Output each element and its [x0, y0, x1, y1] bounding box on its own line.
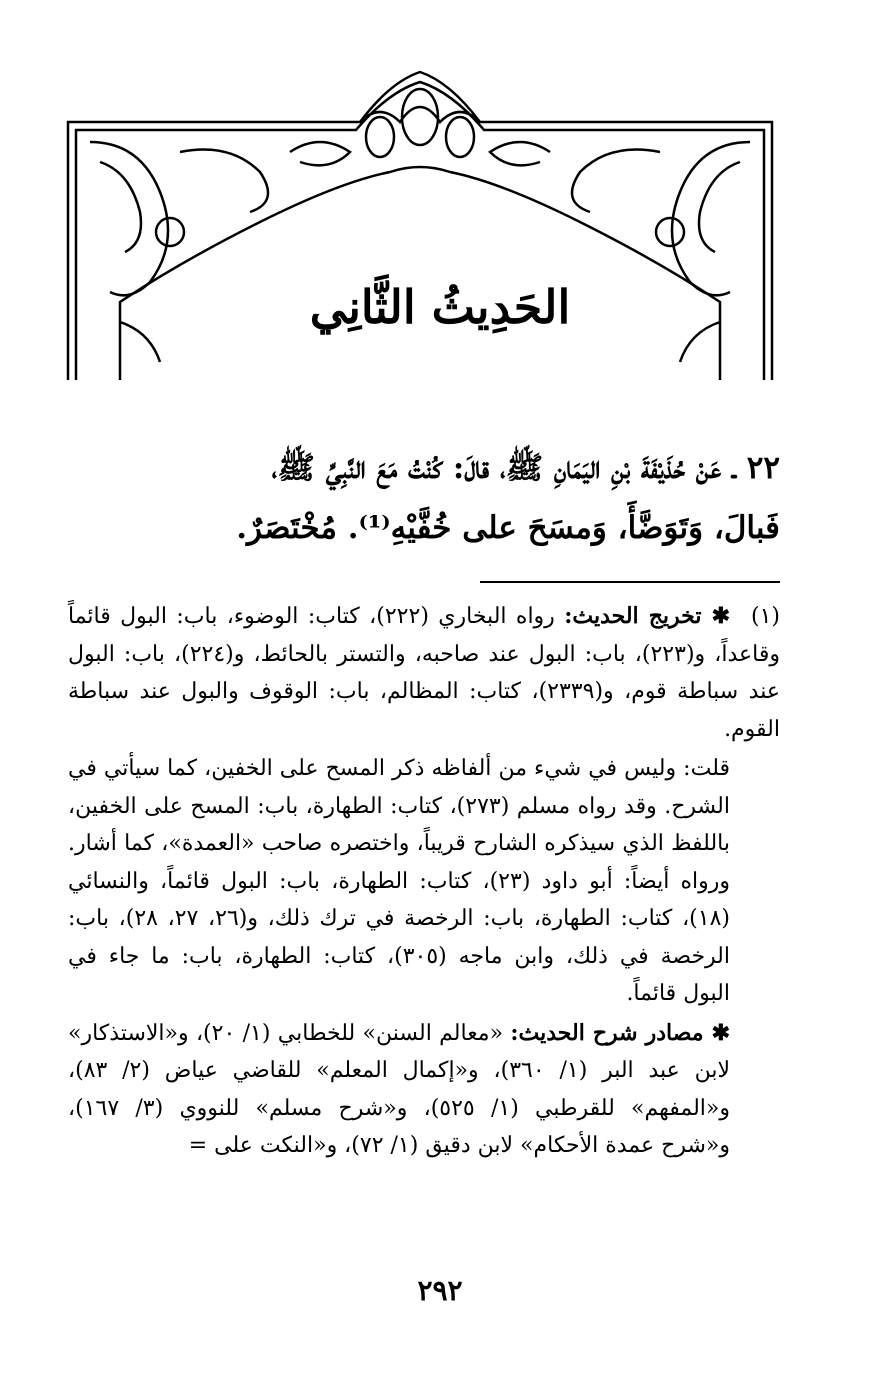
footnote-divider	[480, 581, 780, 583]
footnote-qultu: قلت: وليس في شيء من ألفاظه ذكر المسح على الخفين، كما سيأتي في الشرح. وقد رواه مسلم (٢٧٣)، كتاب: الطهارة، باب: المسح على الخفين، باللفظ الذي سيذكره الشارح قريباً، واختصره صاحب «العمدة»، كما أشار. ورواه أيضاً: أبو داود (٢٣)، كتاب: الطهارة، باب: البول قائماً، والنسائي (١٨)، كتاب: الطهارة، باب: الرخصة في ترك ذلك، و(٢٦، ٢٧، ٢٨)، باب: الرخصة في ذلك، وابن ماجه (٣٠٥)، كتاب: الطهارة، باب: ما جاء في البول قائماً.	[68, 756, 730, 1006]
page-number: ٢٩٢	[417, 1274, 463, 1307]
footnote-masadir	[68, 1015, 780, 1165]
ornamental-frame-icon	[60, 62, 780, 382]
takhrij-text: رواه البخاري (٢٢٢)، كتاب: الوضوء، باب: البول قائماً وقاعداً، و(٢٢٣)، باب: البول عند صاحبه، والتستر بالحائط، و(٢٢٤)، باب: البول عند سباطة قوم، و(٢٣٣٩)، كتاب: المظالم، باب: الوقوف والبول عند سباطة القوم.	[68, 604, 780, 742]
footnotes	[68, 598, 780, 1167]
hadith-line-2: فَبالَ، وَتَوَضَّأَ، وَمسَحَ على خُفَّيْهِ⁽¹⁾. مُخْتَصَرٌ.	[236, 510, 780, 546]
footnote-takhrij	[68, 598, 780, 748]
hadith-text	[60, 438, 780, 558]
footnote-number: (١)	[751, 604, 781, 629]
takhrij-label: ✱ تخريج الحديث:	[564, 603, 731, 629]
masadir-text: «معالم السنن» للخطابي (١/ ٢٠)، و«الاستذكار» لابن عبد البر (١/ ٣٦٠)، و«إكمال المعلم» للقاضي عياض (٢/ ٨٣)، و«المفهم» للقرطبي (١/ ٥٢٥)، و«شرح مسلم» للنووي (٣/ ١٦٧)، و«شرح عمدة الأحكام» لابن دقيق (١/ ٧٢)، و«النكت على =	[68, 1020, 731, 1158]
hadith-line-1: ٢٢ ـ عَنْ حُذَيْفَةَ بْنِ اليَمَانِ ﷺ، قالَ: كُنْتُ مَعَ النَّبِيِّ ﷺ،	[271, 450, 780, 486]
masadir-label: ✱ مصادر شرح الحديث:	[510, 1019, 731, 1046]
page-title: الحَدِيثُ الثَّانِي	[309, 280, 571, 334]
